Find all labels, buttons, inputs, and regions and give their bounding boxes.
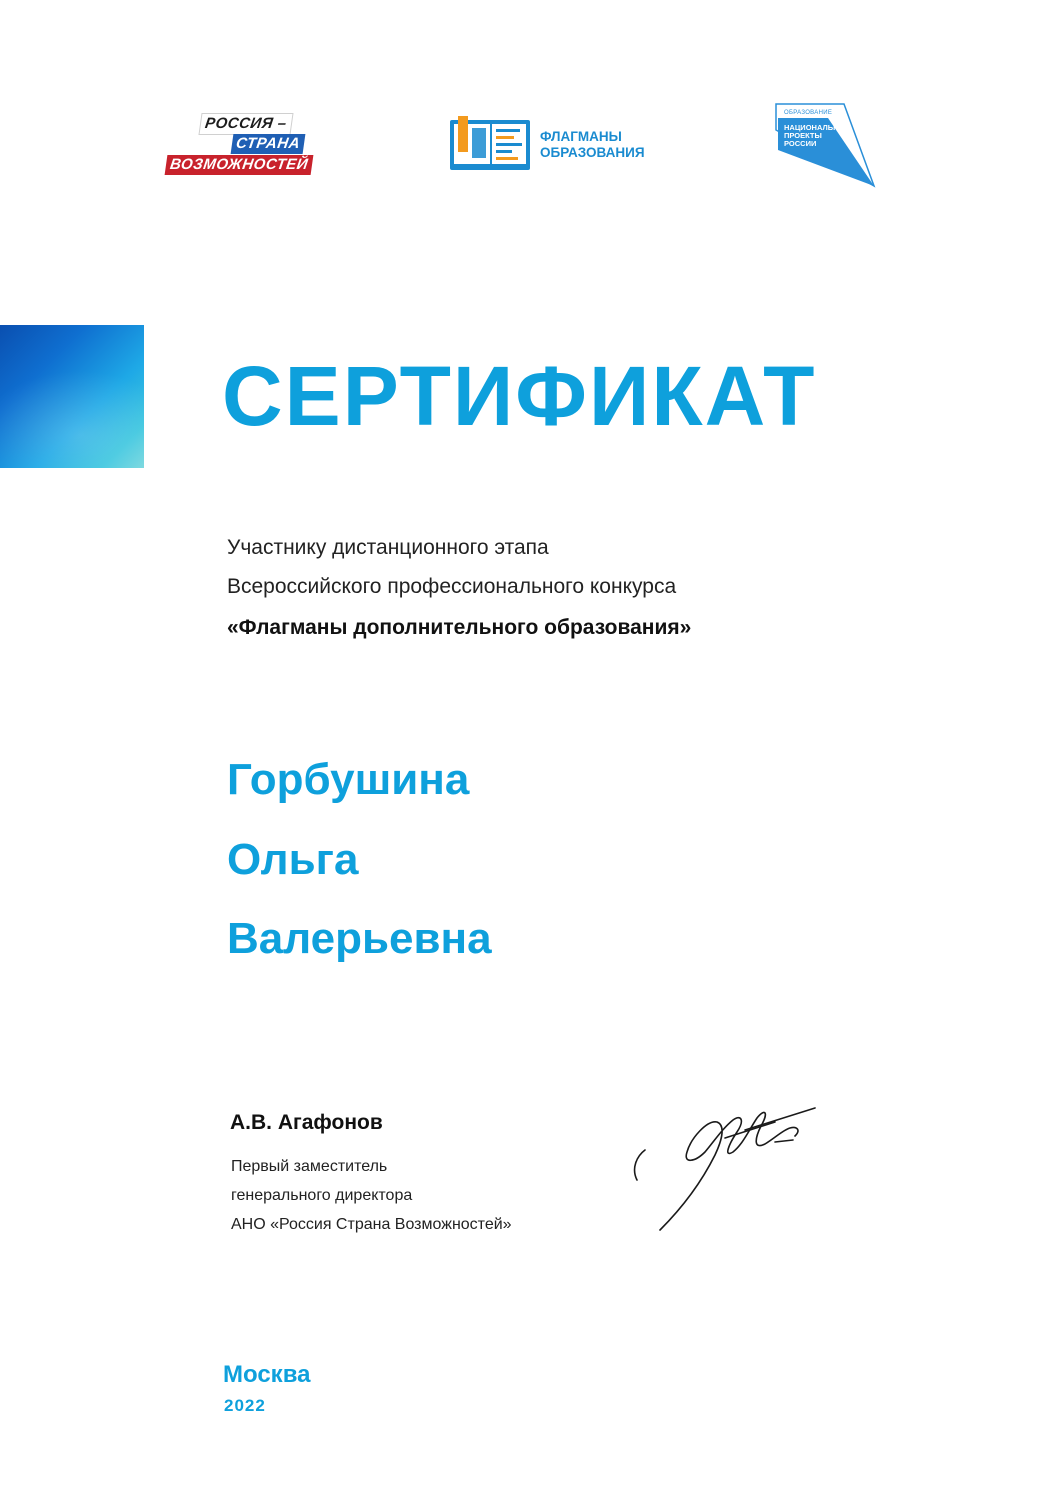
intro-line-2: Всероссийского профессионального конкурса	[227, 575, 677, 598]
recipient-first-name: Ольга	[227, 835, 359, 884]
rsv-logo-line-3: ВОЗМОЖНОСТЕЙ	[165, 155, 314, 175]
flagmany-logo-text	[540, 129, 645, 161]
intro-line-1: Участнику дистанционного этапа	[227, 536, 549, 559]
certificate-title: СЕРТИФИКАТ	[222, 349, 817, 443]
flagmany-logo-line-1: ФЛАГМАНЫ	[540, 129, 622, 144]
national-projects-line-1: НАЦИОНАЛЬНЫЕ	[784, 123, 851, 132]
signer-name: А.В. Агафонов	[230, 1111, 383, 1134]
handwritten-signature	[625, 1100, 825, 1235]
signer-position-line-2: генерального директора	[231, 1187, 413, 1204]
russia-land-of-opportunities-logo	[164, 113, 334, 179]
year: 2022	[224, 1396, 266, 1415]
rsv-logo-line-2: СТРАНА	[231, 134, 306, 154]
decorative-gradient-panel	[0, 325, 144, 468]
city: Москва	[223, 1361, 311, 1388]
flagmany-obrazovaniya-logo	[448, 112, 668, 174]
national-projects-line-2: ПРОЕКТЫ	[784, 131, 822, 140]
national-projects-category: ОБРАЗОВАНИЕ	[784, 110, 833, 116]
national-projects-title	[784, 124, 851, 148]
recipient-patronymic: Валерьевна	[227, 914, 492, 963]
recipient-last-name: Горбушина	[227, 755, 470, 804]
signer-position-line-1: Первый заместитель	[231, 1158, 388, 1175]
rsv-logo-line-1: РОССИЯ –	[198, 113, 293, 135]
contest-name: «Флагманы дополнительного образования»	[227, 616, 692, 639]
flagmany-logo-line-2: ОБРАЗОВАНИЯ	[540, 145, 645, 160]
national-projects-line-3: РОССИИ	[784, 139, 817, 148]
signer-position-line-3: АНО «Россия Страна Возможностей»	[231, 1216, 512, 1233]
open-book-icon	[448, 112, 534, 174]
national-projects-logo	[770, 100, 880, 190]
